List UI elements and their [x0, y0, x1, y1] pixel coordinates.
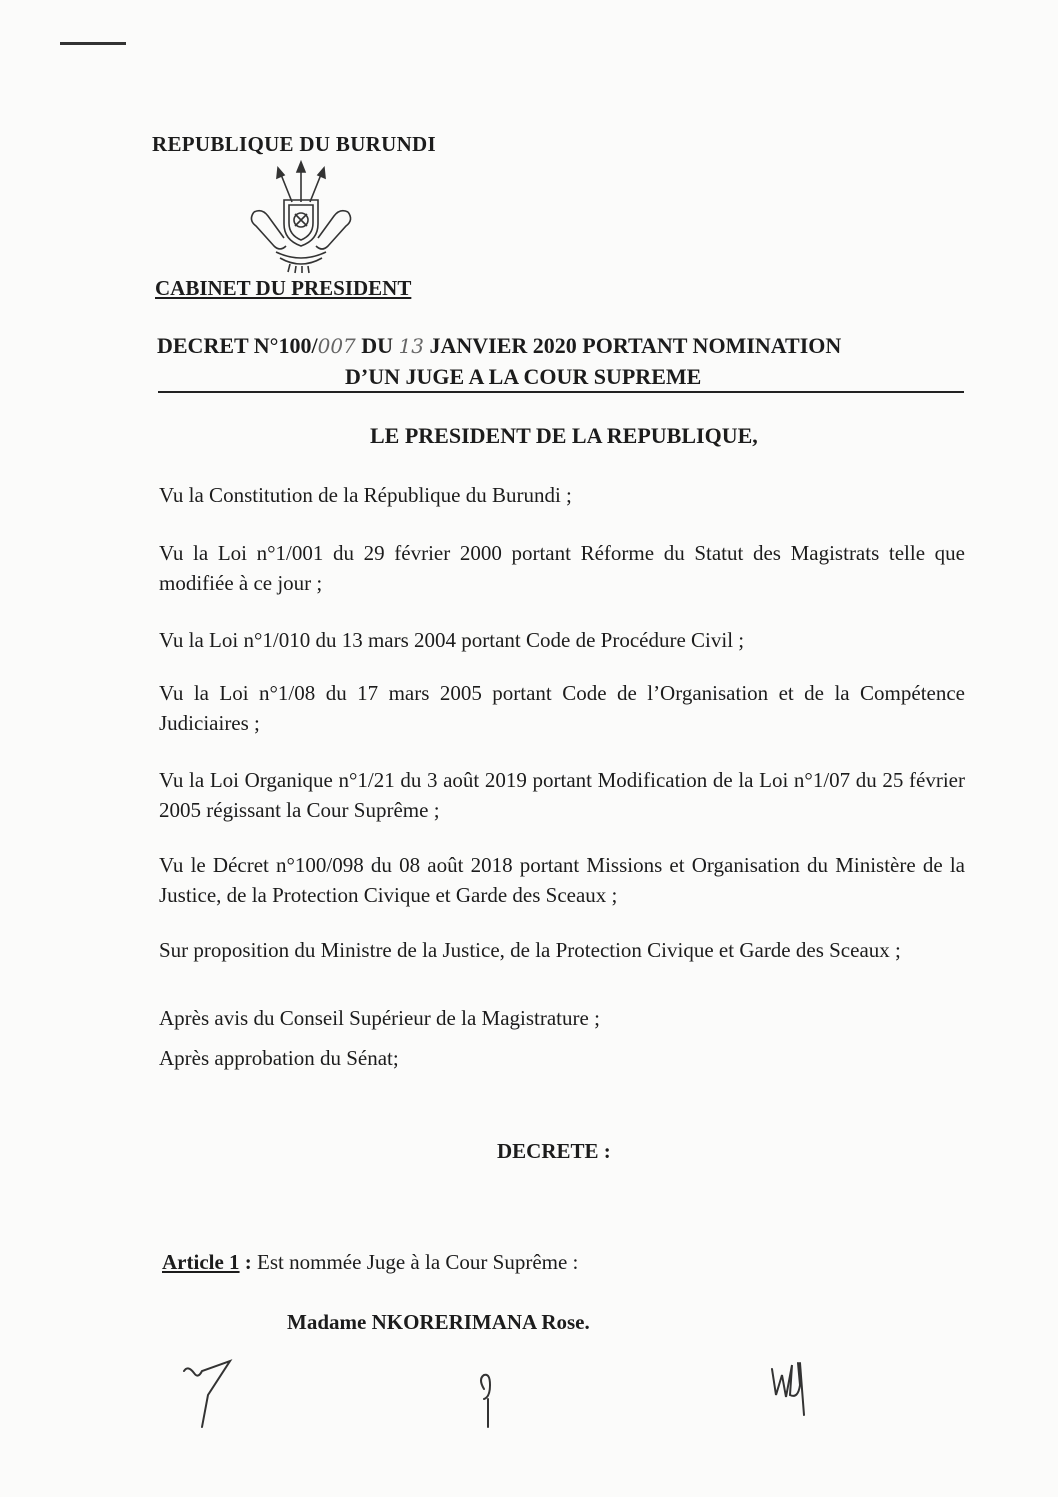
handwritten-signature-right-icon	[764, 1355, 824, 1435]
consideration-constitution: Vu la Constitution de la République du Burundi ;	[159, 483, 572, 507]
title-underline-rule	[158, 391, 964, 393]
consideration-statut-magistrats: Vu la Loi n°1/001 du 29 février 2000 portant Réforme du Statut des Magistrats telle que modifiée à ce jour ;	[159, 541, 965, 595]
burundi-coat-of-arms-icon	[246, 160, 356, 275]
republic-heading: REPUBLIQUE DU BURUNDI	[152, 132, 436, 156]
president-heading: LE PRESIDENT DE LA REPUBLIQUE,	[370, 423, 758, 448]
article-1-label: Article 1	[162, 1250, 240, 1274]
nominee-name: Madame NKORERIMANA Rose.	[287, 1310, 590, 1334]
decree-number-handwritten: 007	[317, 334, 356, 358]
proposal-ministre: Sur proposition du Ministre de la Justice, de la Protection Civique et Garde des Sceaux ;	[159, 938, 901, 962]
article-1-text: Est nommée Juge à la Cour Suprême :	[257, 1250, 579, 1274]
article-1-separator: :	[239, 1250, 258, 1274]
scan-artifact-mark	[60, 42, 126, 45]
handwritten-initial-center-icon	[458, 1355, 518, 1435]
decree-title-prefix: DECRET N°100/	[157, 333, 318, 358]
consideration-ministere-justice: Vu le Décret n°100/098 du 08 août 2018 portant Missions et Organisation du Ministère de la Justice, de la Protection Civique et Garde des Sceaux ;	[159, 853, 965, 907]
avis-conseil-superieur: Après avis du Conseil Supérieur de la Magistrature ;	[159, 1006, 600, 1030]
decree-day-handwritten: 13	[398, 334, 425, 358]
consideration-procedure-civil: Vu la Loi n°1/010 du 13 mars 2004 portant Code de Procédure Civil ;	[159, 628, 745, 652]
cabinet-heading: CABINET DU PRESIDENT	[155, 276, 412, 300]
decrete-heading: DECRETE :	[497, 1139, 611, 1163]
article-1	[162, 1250, 578, 1275]
approbation-senat: Après approbation du Sénat;	[159, 1046, 399, 1070]
consideration-organisation-judiciaire: Vu la Loi n°1/08 du 17 mars 2005 portant Code de l’Organisation et de la Compétence Judiciaires ;	[159, 681, 965, 735]
decree-title-rest: JANVIER 2020 PORTANT NOMINATION	[424, 333, 842, 358]
decree-title-line2: D’UN JUGE A LA COUR SUPREME	[345, 364, 702, 389]
decree-title-middle: DU	[355, 333, 399, 358]
handwritten-initial-left-icon	[178, 1355, 238, 1435]
decree-title-line1	[157, 333, 841, 359]
consideration-cour-supreme: Vu la Loi Organique n°1/21 du 3 août 2019 portant Modification de la Loi n°1/07 du 25 février 2005 régissant la Cour Suprême ;	[159, 768, 965, 822]
